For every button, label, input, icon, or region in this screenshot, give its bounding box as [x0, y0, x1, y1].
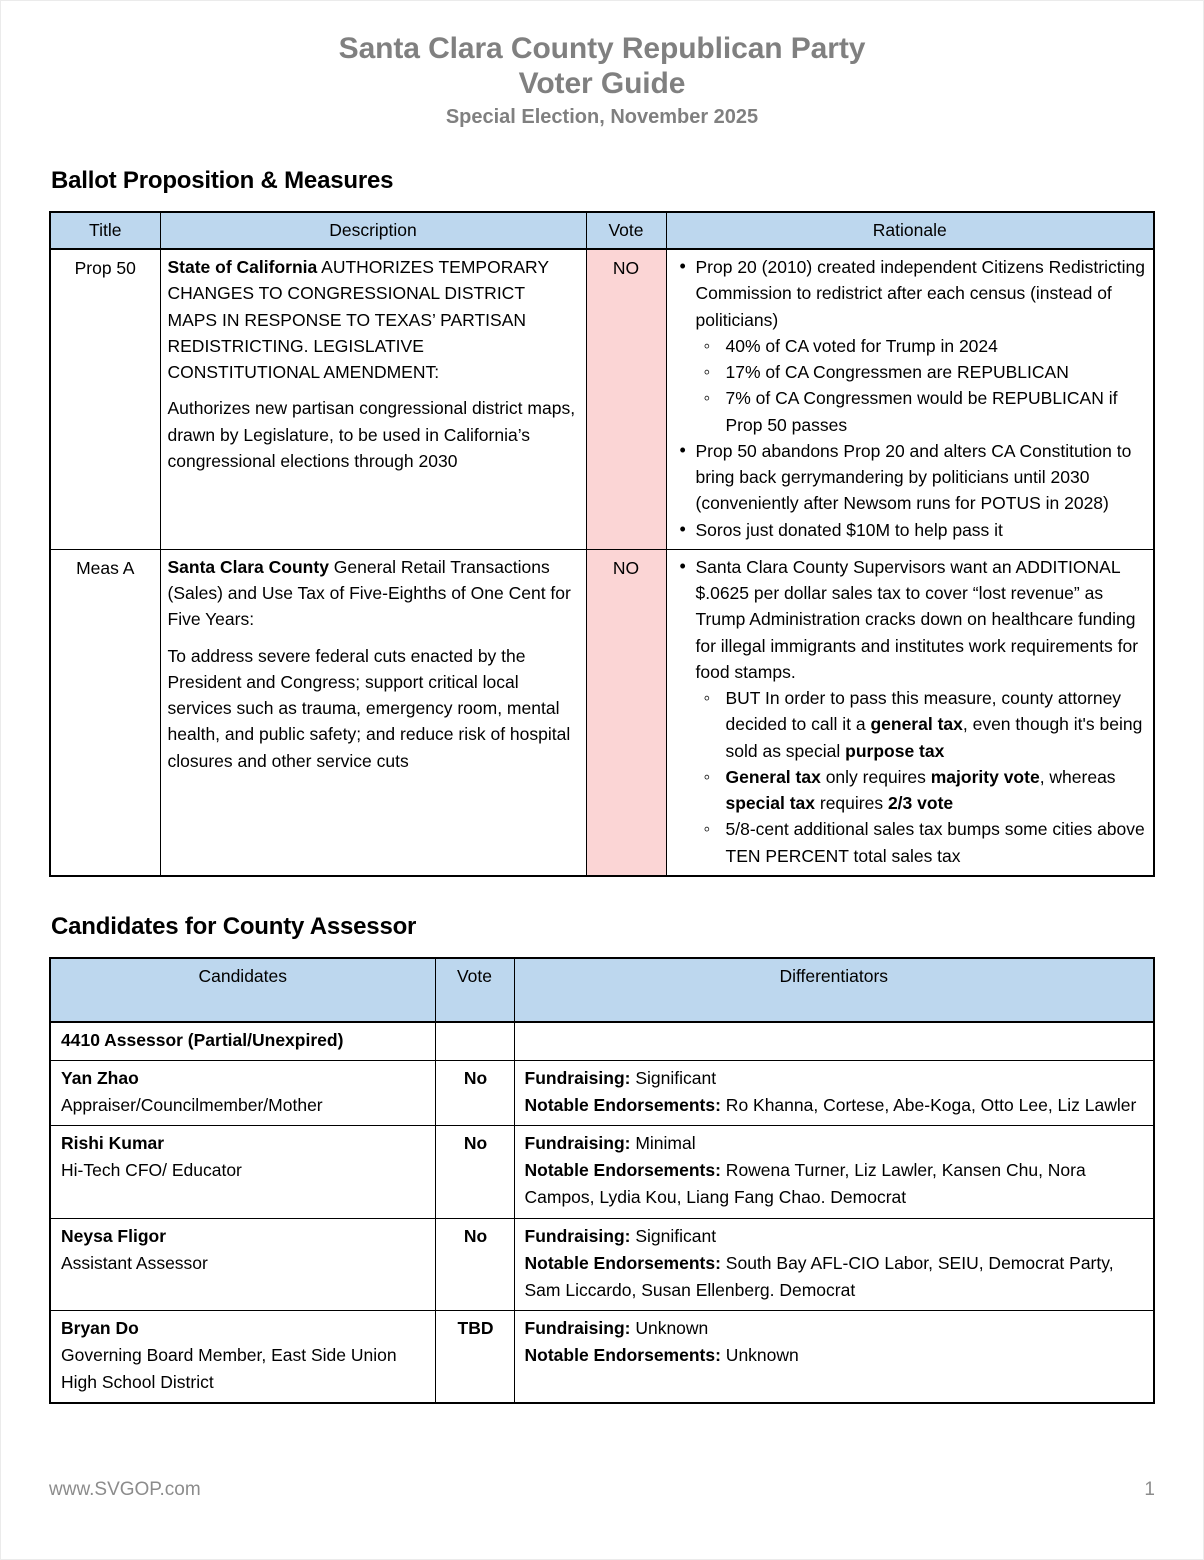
list-item: ◦ 5/8-cent additional sales tax bumps some cities above TEN PERCENT total sales tax [696, 816, 1147, 869]
candidate-differentiators-neysa-fligor [514, 1218, 1154, 1310]
measa-sub2-d: , whereas [1039, 766, 1116, 787]
fundraising-value: Significant [630, 1225, 717, 1246]
prop-rationale-prop50 [666, 249, 1154, 549]
prop50-desc-bold-lead: State of California [167, 257, 318, 278]
rationale-sublist-prop50 [696, 333, 1147, 438]
fundraising-value: Unknown [630, 1317, 709, 1338]
measa-rationale-bullet-1-text: Santa Clara County Supervisors want an ADDITIONAL $.0625 per dollar sales tax to cover “lost revenue” as Trump Administration cracks down on healthcare funding for illegal immigrants and institutes work requirements for food stamps. [695, 556, 1139, 682]
measa-sub2-e: special tax [725, 793, 815, 814]
list-item: ◦ 17% of CA Congressmen are REPUBLICAN [696, 359, 1147, 385]
prop-rationale-measa [666, 549, 1154, 876]
candidate-vote-neysa-fligor: No [435, 1218, 514, 1310]
candidates-section-heading: Candidates for County Assessor [51, 912, 417, 940]
ballot-section-heading: Ballot Proposition & Measures [51, 166, 394, 194]
fundraising-line [525, 1065, 1146, 1092]
list-item [696, 764, 1147, 817]
measa-sub2-f: requires [815, 793, 888, 814]
candidate-differentiators-yan-zhao [514, 1060, 1154, 1125]
measa-sub2-a: General tax [725, 766, 821, 787]
column-header-candidates: Candidates [50, 958, 435, 1022]
column-header-vote: Vote [435, 958, 514, 1022]
prop50-desc-paragraph-1 [168, 254, 579, 385]
measa-sub2-b: only requires [820, 766, 931, 787]
table-header-row [50, 958, 1154, 1022]
measa-sub1-d: purpose tax [845, 740, 945, 761]
document-header [49, 31, 1155, 129]
endorsements-value: Unknown [720, 1345, 799, 1366]
table-row [50, 1310, 1154, 1403]
table-row [50, 1218, 1154, 1310]
column-header-description: Description [160, 212, 586, 249]
fundraising-line [525, 1223, 1146, 1250]
office-label: 4410 Assessor (Partial/Unexpired) [50, 1022, 435, 1061]
endorsements-line [525, 1157, 1146, 1211]
rationale-list-prop50 [674, 254, 1147, 543]
document-title [49, 31, 1155, 102]
prop-vote-measa: NO [586, 549, 666, 876]
prop-description-prop50 [160, 249, 586, 549]
endorsements-line [525, 1342, 1146, 1369]
candidate-cell-neysa-fligor [50, 1218, 435, 1310]
prop50-desc-paragraph-2: Authorizes new partisan congressional district maps, drawn by Legislature, to be used in California’s congressional elections through 2030 [167, 398, 576, 471]
endorsements-label: Notable Endorsements: [524, 1095, 721, 1116]
endorsements-value: Rowena Turner, Liz Lawler, Kansen Chu, Nora Campos, Lydia Kou, Liang Fang Chao. Democrat [524, 1160, 1086, 1208]
endorsements-label: Notable Endorsements: [524, 1345, 721, 1366]
office-row [50, 1022, 1154, 1061]
document-title-line1: Santa Clara County Republican Party [338, 32, 866, 65]
table-row [50, 549, 1154, 876]
measa-sub1-c: , even though it's being sold as special [725, 714, 1143, 761]
rationale-sublist-measa [696, 685, 1147, 869]
endorsements-label: Notable Endorsements: [524, 1160, 721, 1181]
endorsements-value: Ro Khanna, Cortese, Abe-Koga, Otto Lee, Liz Lawler [720, 1095, 1137, 1116]
measa-desc-paragraph-2: To address severe federal cuts enacted by the President and Congress; support critical local services such as trauma, emergency room, mental health, and public safety; and reduce risk of hospital closures and other service cuts [167, 645, 571, 771]
fundraising-label: Fundraising: [524, 1317, 631, 1338]
candidates-table [49, 957, 1155, 1405]
list-item: ◦ 7% of CA Congressmen would be REPUBLICAN if Prop 50 passes [696, 385, 1147, 438]
measa-desc-bold-lead: Santa Clara County [167, 556, 329, 577]
candidate-role: Governing Board Member, East Side Union High School District [61, 1345, 397, 1393]
list-item [696, 685, 1147, 764]
rationale-list-measa [674, 554, 1147, 869]
column-header-title: Title [50, 212, 160, 249]
footer-website: www.SVGOP.com [49, 1479, 201, 1500]
candidate-role: Assistant Assessor [61, 1252, 208, 1273]
document-subtitle: Special Election, November 2025 [445, 105, 759, 128]
measa-desc-paragraph-1 [168, 554, 579, 633]
candidate-name: Bryan Do [61, 1317, 139, 1338]
list-item [674, 254, 1147, 438]
column-header-vote: Vote [586, 212, 666, 249]
fundraising-line [525, 1130, 1146, 1157]
list-item: • Soros just donated $10M to help pass it [674, 517, 1147, 543]
candidate-differentiators-bryan-do [514, 1310, 1154, 1403]
candidate-cell-bryan-do [50, 1310, 435, 1403]
table-row [50, 1060, 1154, 1125]
fundraising-value: Significant [630, 1067, 717, 1088]
measa-sub2-c: majority vote [930, 766, 1040, 787]
list-item: ◦ 40% of CA voted for Trump in 2024 [696, 333, 1147, 359]
document-title-line2: Voter Guide [518, 67, 686, 101]
candidate-cell-rishi-kumar [50, 1126, 435, 1218]
candidate-name: Neysa Fligor [61, 1225, 167, 1246]
table-row [50, 1126, 1154, 1218]
endorsements-label: Notable Endorsements: [524, 1252, 721, 1273]
measa-sub1-a: BUT In order to pass this measure, county attorney decided to call it a [725, 688, 1122, 735]
fundraising-line [525, 1315, 1146, 1342]
endorsements-line [525, 1092, 1146, 1119]
candidate-name: Yan Zhao [61, 1067, 139, 1088]
column-header-rationale: Rationale [666, 212, 1154, 249]
candidate-differentiators-rishi-kumar [514, 1126, 1154, 1218]
fundraising-label: Fundraising: [524, 1225, 631, 1246]
page-footer [49, 1479, 1155, 1501]
candidate-vote-yan-zhao: No [435, 1060, 514, 1125]
endorsements-value: South Bay AFL-CIO Labor, SEIU, Democrat Party, Sam Liccardo, Susan Ellenberg. Democrat [524, 1252, 1114, 1300]
candidate-role: Hi-Tech CFO/ Educator [61, 1160, 242, 1181]
prop-title-prop50: Prop 50 [50, 249, 160, 549]
office-diff-empty [514, 1022, 1154, 1061]
candidate-vote-bryan-do: TBD [435, 1310, 514, 1403]
table-header-row [50, 212, 1154, 249]
list-item [674, 554, 1147, 869]
rationale-bullet-1-text: Prop 20 (2010) created independent Citizens Redistricting Commission to redistrict after each census (instead of politicians) [695, 257, 1145, 330]
candidate-name: Rishi Kumar [61, 1133, 165, 1154]
prop50-desc-rest: AUTHORIZES TEMPORARY CHANGES TO CONGRESSIONAL DISTRICT MAPS IN RESPONSE TO TEXAS’ PARTISAN REDISTRICTING. LEGISLATIVE CONSTITUTIONAL AMENDMENT: [167, 257, 549, 383]
fundraising-label: Fundraising: [524, 1067, 631, 1088]
list-item: • Prop 50 abandons Prop 20 and alters CA Constitution to bring back gerrymandering by politicians until 2030 (conveniently after Newsom runs for POTUS in 2028) [674, 438, 1147, 517]
office-vote-empty [435, 1022, 514, 1061]
column-header-differentiators: Differentiators [514, 958, 1154, 1022]
candidate-cell-yan-zhao [50, 1060, 435, 1125]
prop-title-measa: Meas A [50, 549, 160, 876]
fundraising-value: Minimal [630, 1133, 696, 1154]
measa-sub2-g: 2/3 vote [887, 793, 954, 814]
candidate-vote-rishi-kumar: No [435, 1126, 514, 1218]
prop-description-measa [160, 549, 586, 876]
ballot-propositions-table [49, 211, 1155, 877]
fundraising-label: Fundraising: [524, 1133, 631, 1154]
table-row [50, 249, 1154, 549]
measa-desc-rest: General Retail Transactions (Sales) and Use Tax of Five-Eighths of One Cent for Five Years: [167, 556, 571, 630]
prop-vote-prop50: NO [586, 249, 666, 549]
candidate-role: Appraiser/Councilmember/Mother [61, 1095, 323, 1116]
footer-page-number: 1 [1144, 1479, 1155, 1500]
endorsements-line [525, 1250, 1146, 1304]
measa-sub1-b: general tax [870, 714, 963, 735]
